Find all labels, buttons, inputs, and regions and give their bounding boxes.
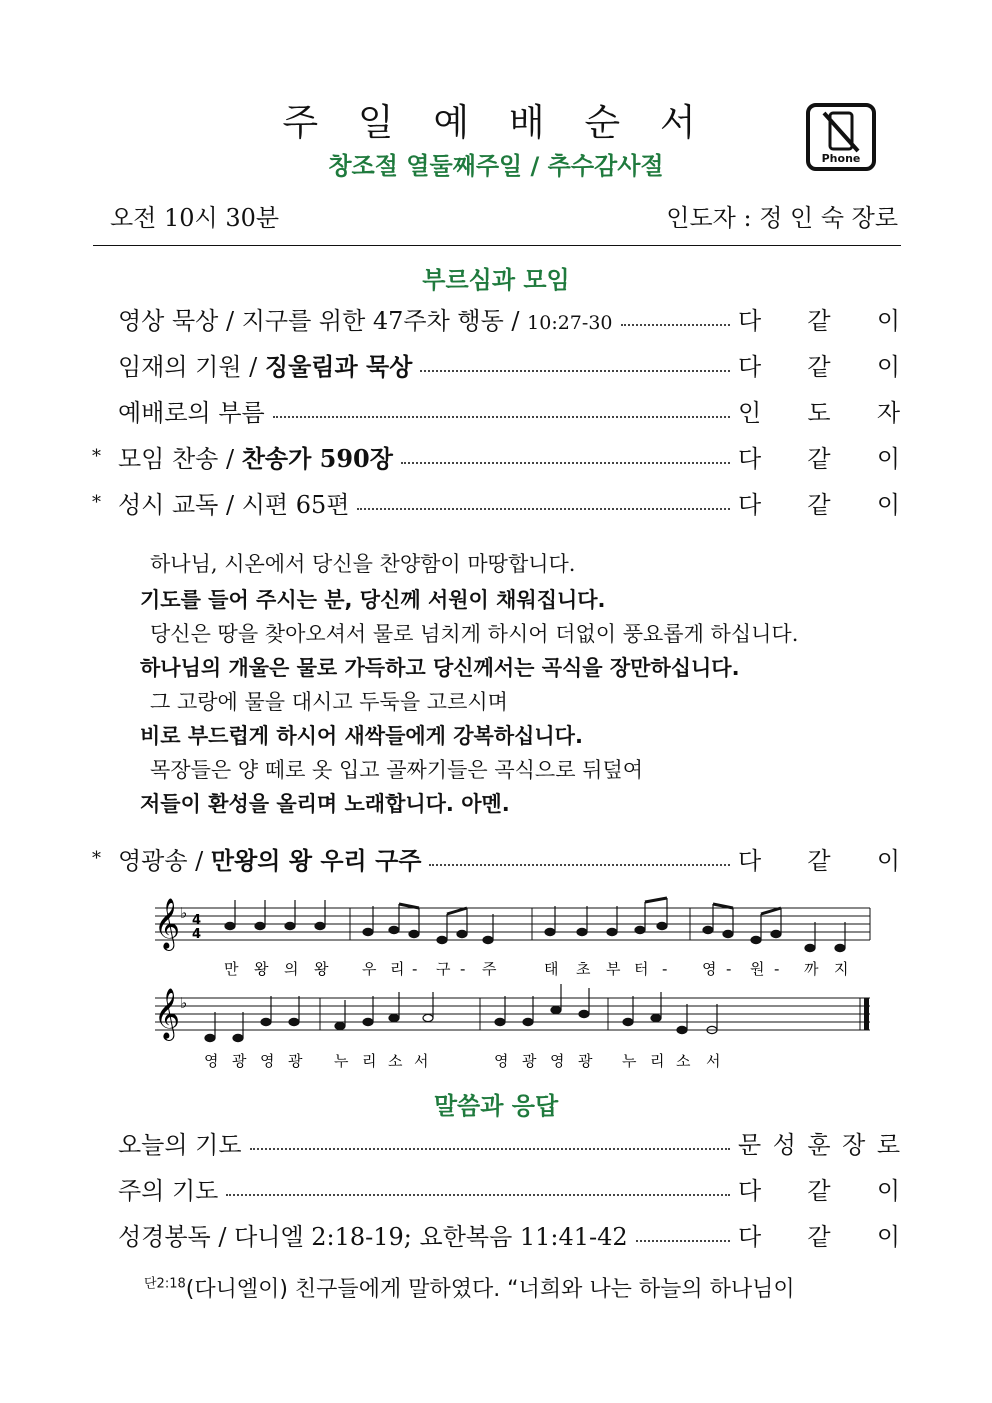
order-item-call-to-worship: [92, 392, 900, 428]
item-participant: 인 도 자: [738, 398, 900, 427]
reading-line-6: 비로 부드럽게 하시어 새싹들에게 강복하십니다.: [140, 724, 583, 748]
item-participant: 다 같 이: [738, 444, 900, 473]
leader-dots: [401, 448, 730, 464]
order-item-lords-prayer: [92, 1170, 900, 1206]
item-star: *: [92, 847, 101, 869]
flat-sign-icon: ♭: [180, 904, 188, 922]
item-label: 주의 기도: [118, 1176, 219, 1205]
notes-line-1: [225, 898, 845, 952]
leader-dots: [357, 494, 730, 510]
time-signature-bottom: 4: [192, 927, 202, 942]
gloria-sheet-music: [150, 892, 875, 1077]
order-item-psalm-reading: [92, 484, 900, 520]
order-item-opening-hymn: [92, 438, 900, 474]
item-participant: 문 성 훈 장 로: [738, 1130, 900, 1159]
section-word-heading: 말씀과 응답: [433, 1092, 559, 1120]
leader-dots: [621, 310, 731, 326]
notes-line-2: [205, 984, 717, 1042]
service-time: 오전 10시 30분: [110, 204, 280, 232]
item-participant: 다 같 이: [738, 1222, 900, 1251]
order-item-scripture-reading: [92, 1216, 900, 1252]
item-participant: 다 같 이: [738, 1176, 900, 1205]
phone-label: Phone: [821, 152, 861, 165]
reading-line-5: 그 고랑에 물을 대시고 두둑을 고르시며: [150, 690, 508, 714]
reading-line-2: 기도를 들어 주시는 분, 당신께 서원이 채워집니다.: [140, 588, 606, 612]
item-label: 임재의 기원 / 징울림과 묵상: [118, 351, 413, 381]
item-label: 영상 묵상 / 지구를 위한 47주차 행동 / 10:27-30: [118, 306, 613, 335]
page-subtitle: 창조절 열둘째주일 / 추수감사절: [328, 152, 664, 180]
order-item-gloria: [92, 840, 900, 876]
item-label: 예배로의 부름: [118, 398, 265, 427]
reading-line-1: 하나님, 시온에서 당신을 찬양함이 마땅합니다.: [150, 552, 576, 576]
item-label: 오늘의 기도: [118, 1130, 242, 1159]
verse-reference: 단2:18: [144, 1276, 186, 1292]
leader-dots: [429, 850, 730, 866]
item-participant: 다 같 이: [738, 490, 900, 519]
header-divider: [93, 245, 901, 246]
order-item-invocation: [92, 346, 900, 382]
no-phone-icon: [806, 103, 876, 171]
reading-line-4: 하나님의 개울은 물로 가득하고 당신께서는 곡식을 장만하십니다.: [140, 656, 740, 680]
item-participant: 다 같 이: [738, 306, 900, 335]
reading-line-3: 당신은 땅을 찾아오셔서 물로 넘치게 하시어 더없이 풍요롭게 하십니다.: [150, 622, 799, 646]
leader-dots: [250, 1134, 730, 1150]
item-star: *: [92, 491, 101, 513]
leader-dots: [636, 1226, 730, 1242]
lyrics-line-2: 영 광 영 광 누 리 소 서 영 광 영 광 누 리 소 서: [204, 1052, 721, 1070]
order-item-video-meditation: [92, 300, 900, 336]
scripture-verse: [144, 1272, 795, 1303]
item-star: *: [92, 445, 101, 467]
treble-clef-icon: 𝄞: [154, 898, 181, 949]
lyrics-line-1: 만 왕 의 왕 우 리 - 구 - 주 태 초 부 터 - 영 - 원 - 까 지: [224, 960, 849, 978]
section-gathering-heading: 부르심과 모임: [422, 266, 570, 294]
item-label: 성경봉독 / 다니엘 2:18-19; 요한복음 11:41-42: [118, 1222, 628, 1251]
reading-line-7: 목장들은 양 떼로 옷 입고 골짜기들은 곡식으로 뒤덮여: [150, 758, 644, 782]
time-signature-top: 4: [192, 913, 202, 928]
item-label: 성시 교독 / 시편 65편: [118, 490, 350, 519]
item-label: 영광송 / 만왕의 왕 우리 구주: [118, 845, 422, 875]
leader-dots: [420, 356, 730, 372]
page-title: 주 일 예 배 순 서: [282, 101, 710, 144]
leader-dots: [273, 402, 730, 418]
leader-dots: [226, 1180, 730, 1196]
service-leader: 인도자 : 정 인 숙 장로: [666, 204, 898, 232]
treble-clef-icon: 𝄞: [154, 988, 181, 1039]
verse-text: (다니엘이) 친구들에게 말하였다. “너희와 나는 하늘의 하나님이: [185, 1277, 795, 1302]
reading-line-8: 저들이 환성을 올리며 노래합니다. 아멘.: [140, 792, 510, 816]
item-label: 모임 찬송 / 찬송가 590장: [118, 443, 393, 473]
order-item-prayer: [92, 1124, 900, 1160]
item-participant: 다 같 이: [738, 846, 900, 875]
flat-sign-icon: ♭: [180, 994, 188, 1012]
item-participant: 다 같 이: [738, 352, 900, 381]
